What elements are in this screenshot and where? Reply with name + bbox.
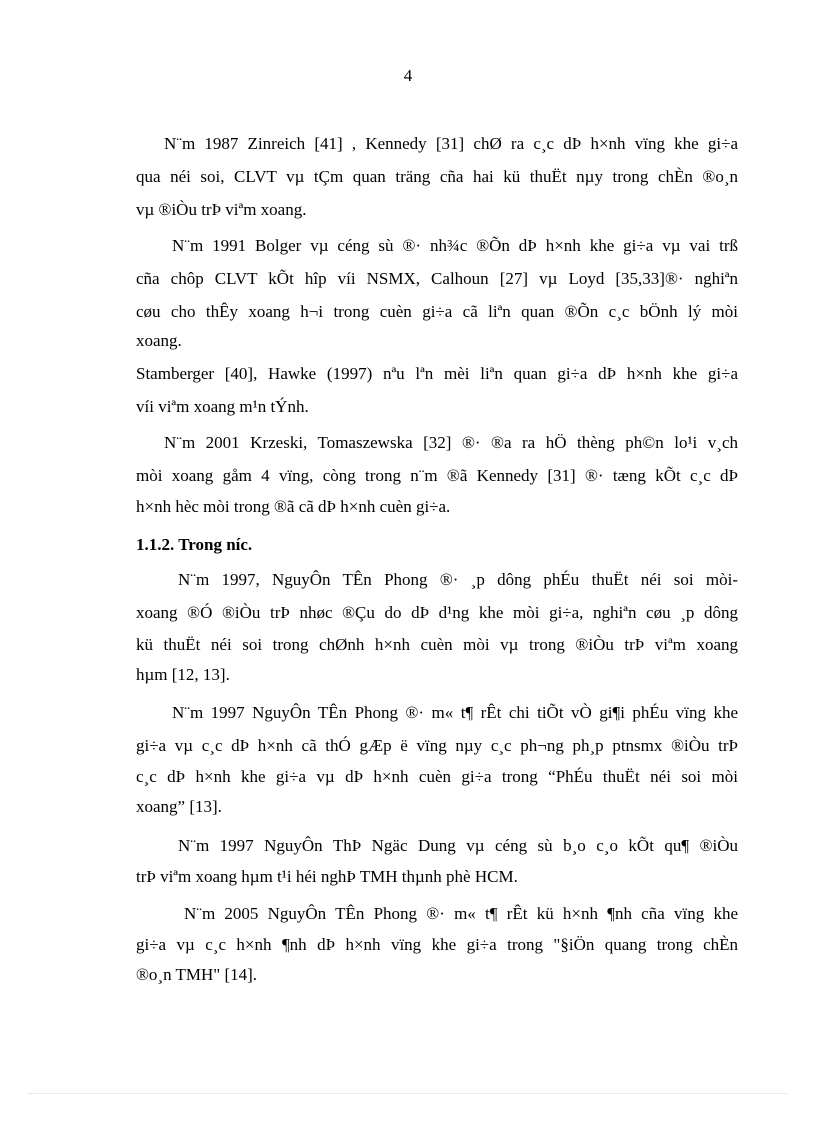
- text-line: ®o¸n TMH" [14].: [136, 965, 258, 984]
- text-line: gi÷a vµ c¸c h×nh ¶nh dÞ h×nh vïng khe gi÷a trong "§iÖn quang trong chÈn: [136, 935, 738, 954]
- text-line: xoang ®Ó ®iÒu trÞ nhøc ®Çu do dÞ d¹ng khe mòi gi÷a, nghiªn cøu ¸p dông: [136, 603, 738, 622]
- text-line: víi viªm xoang m¹n tÝnh.: [136, 397, 309, 416]
- text-line: N¨m 1997 NguyÔn ThÞ Ngäc Dung vµ céng sù b¸o c¸o kÕt qu¶ ®iÒu: [178, 836, 738, 855]
- text-line: N¨m 2001 Krzeski, Tomaszewska [32] ®· ®a ra hÖ thèng ph©n lo¹i v¸ch: [164, 433, 738, 452]
- text-line: h×nh hèc mòi trong ®ã cã dÞ h×nh cuèn gi÷a.: [136, 497, 451, 516]
- text-line: trÞ viªm xoang hµm t¹i héi nghÞ TMH thµnh phè HCM.: [136, 867, 518, 886]
- text-line: gi÷a vµ c¸c dÞ h×nh cã thÓ gÆp ë vïng nµy c¸c ph¬ng ph¸p ptnsmx ®iÒu trÞ: [136, 736, 738, 755]
- text-line: hµm [12, 13].: [136, 665, 230, 684]
- text-line: N¨m 1997, NguyÔn TÊn Phong ®· ¸p dông phÉu thuËt néi soi mòi-: [178, 570, 738, 589]
- text-line: mòi xoang gåm 4 vïng, còng trong n¨m ®ã Kennedy [31] ®· tæng kÕt c¸c dÞ: [136, 466, 738, 485]
- text-line: cøu cho thÊy xoang h¬i trong cuèn gi÷a cã liªn quan ®Õn c¸c bÖnh lý mòi: [136, 302, 738, 321]
- page-bottom-divider: [28, 1093, 788, 1094]
- text-line: qua néi soi, CLVT vµ tÇm quan träng cña hai kü thuËt nµy trong chÈn ®o¸n: [136, 167, 738, 186]
- page-number: 4: [403, 66, 413, 85]
- text-line: xoang” [13].: [136, 797, 222, 816]
- section-heading: 1.1.2. Trong níc.: [136, 535, 253, 554]
- text-line: Stamberger [40], Hawke (1997) nªu lªn mèi liªn quan gi÷a dÞ h×nh khe gi÷a: [136, 364, 738, 383]
- text-line: kü thuËt néi soi trong chØnh h×nh cuèn mòi vµ trong ®iÒu trÞ viªm xoang: [136, 635, 738, 654]
- text-line: c¸c dÞ h×nh khe gi÷a vµ dÞ h×nh cuèn gi÷a trong “PhÉu thuËt néi soi mòi: [136, 767, 738, 786]
- text-line: xoang.: [136, 331, 182, 350]
- text-line: cña chôp CLVT kÕt hîp víi NSMX, Calhoun [27] vµ Loyd [35,33]®· nghiªn: [136, 269, 738, 288]
- text-line: vµ ®iÒu trÞ viªm xoang.: [136, 200, 307, 219]
- text-line: N¨m 1997 NguyÔn TÊn Phong ®· m« t¶ rÊt chi tiÕt vÒ gi¶i phÉu vïng khe: [172, 703, 738, 722]
- text-line: N¨m 1987 Zinreich [41] , Kennedy [31] chØ ra c¸c dÞ h×nh vïng khe gi÷a: [164, 134, 738, 153]
- text-line: N¨m 1991 Bolger vµ céng sù ®· nh¾c ®Õn dÞ h×nh khe gi÷a vµ vai trß: [172, 236, 738, 255]
- text-line: N¨m 2005 NguyÔn TÊn Phong ®· m« t¶ rÊt kü h×nh ¶nh cña vïng khe: [184, 904, 738, 923]
